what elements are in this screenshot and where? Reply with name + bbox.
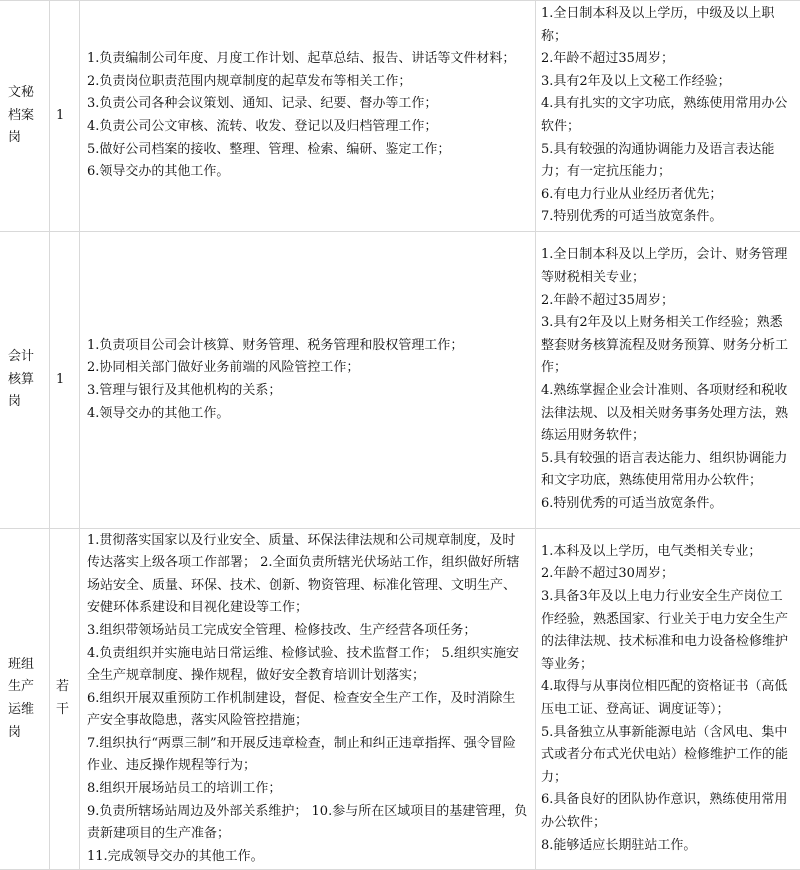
requirement-item: 5.具有较强的语言表达能力、组织协调能力和文字功底，熟练使用常用办公软件； [541, 450, 788, 489]
requirement-item: 3.具有2年及以上财务相关工作经验；熟悉整套财务核算流程及财务预算、财务分析工作； [541, 315, 789, 376]
duty-item: 1.贯彻落实国家以及行业安全、质量、环保法律法规和公司规章制度，及时传达落实上级各项工作部署； 2.全面负责所辖光伏场站工作，组织做好所辖场站安全、质量、环保、技术、创新、物资管理、标准化管理、文明生产、安健环体系建设和目视化建设等工作； [87, 532, 520, 616]
requirement-item: 4.取得与从事岗位相匹配的资格证书（高低压电工证、登高证、调度证等）； [541, 679, 788, 717]
requirement-item: 4.熟练掌握企业会计准则、各项财经和税收法律法规、以及相关财务事务处理方法，熟练运用财务软件； [541, 383, 789, 444]
headcount-line: 若 [56, 679, 70, 695]
duties-cell [80, 529, 536, 870]
table-row [0, 529, 800, 870]
requirements-cell [536, 1, 800, 232]
position-name-line: 岗 [8, 130, 22, 146]
duty-item: 6.领导交办的其他工作。 [87, 164, 230, 180]
position-name-cell [0, 1, 50, 232]
table-row [0, 232, 800, 529]
requirement-item: 2.年龄不超过35周岁； [541, 292, 674, 308]
duty-item: 2.协同相关部门做好业务前端的风险管控工作； [87, 360, 360, 376]
duty-item: 2.负责岗位职责范围内规章制度的起草发布等相关工作； [87, 73, 412, 89]
duty-item: 9.负责所辖场站周边及外部关系维护； 10.参与所在区域项目的基建管理，负责新建项目的生产准备； [87, 803, 528, 842]
position-name-line: 会计 [8, 349, 35, 365]
duty-item: 3.负责公司各种会议策划、通知、记录、纪要、督办等工作； [87, 96, 438, 112]
requirement-item: 3.具备3年及以上电力行业安全生产岗位工作经验，熟悉国家、行业关于电力安全生产的法律法规、技术标准和电力设备检修维护等业务； [541, 589, 789, 672]
duty-item: 7.组织执行“两票三制”和开展反违章检查，制止和纠正违章指挥、强令冒险作业、违反操作规程等行为； [87, 735, 516, 774]
duty-item: 11.完成领导交办的其他工作。 [87, 848, 264, 864]
position-name-line: 档案 [8, 107, 35, 123]
duty-item: 6.组织开展双重预防工作机制建设，督促、检查安全生产工作，及时消除生产安全事故隐患，落实风险管控措施； [87, 690, 516, 729]
requirement-item: 2.年龄不超过35周岁； [541, 51, 674, 67]
requirement-item: 4.具有扎实的文字功底，熟练使用常用办公软件； [541, 96, 788, 134]
position-name-line: 班组 [8, 656, 35, 672]
requirement-item: 1.本科及以上学历，电气类相关专业； [541, 543, 762, 559]
duty-item: 4.负责组织并实施电站日常运维、检修试验、技术监督工作； 5.组织实施安全生产规章制度、操作规程，做好安全教育培训计划落实； [87, 645, 519, 684]
headcount-cell [50, 529, 80, 870]
requirements-cell [536, 529, 800, 870]
requirement-item: 8.能够适应长期驻站工作。 [541, 837, 697, 853]
headcount-cell: 1 [50, 232, 80, 529]
requirement-item: 6.有电力行业从业经历者优先； [541, 186, 723, 202]
headcount-line: 干 [56, 702, 70, 717]
position-name-line: 生产 [8, 679, 35, 695]
duty-item: 3.组织带领场站员工完成安全管理、检修技改、生产经营各项任务； [87, 622, 477, 638]
duty-item: 1.负责编制公司年度、月度工作计划、起草总结、报告、讲话等文件材料； [87, 51, 516, 67]
duty-item: 4.领导交办的其他工作。 [87, 405, 230, 421]
position-name-line: 运维 [8, 702, 35, 717]
table-row [0, 1, 800, 232]
position-name-line: 核算 [8, 371, 35, 387]
position-name-line: 文秘 [8, 85, 35, 101]
requirement-item: 3.具有2年及以上文秘工作经验； [541, 73, 731, 89]
requirement-item: 1.全日制本科及以上学历，中级及以上职称； [541, 6, 775, 44]
duty-item: 8.组织开展场站员工的培训工作； [87, 781, 282, 797]
requirement-item: 5.具备独立从事新能源电站（含风电、集中式或者分布式光伏电站）检修维护工作的能力； [541, 724, 789, 785]
requirement-item: 6.特别优秀的可适当放宽条件。 [541, 495, 723, 511]
requirement-item: 2.年龄不超过30周岁； [541, 566, 674, 582]
position-name-cell [0, 232, 50, 529]
requirement-item: 6.具备良好的团队协作意识，熟练使用常用办公软件； [541, 792, 788, 830]
requirement-item: 7.特别优秀的可适当放宽条件。 [541, 209, 723, 225]
headcount-cell: 1 [50, 1, 80, 232]
duty-item: 1.负责项目公司会计核算、财务管理、税务管理和股权管理工作； [87, 337, 464, 353]
duty-item: 5.做好公司档案的接收、整理、管理、检索、编研、鉴定工作； [87, 141, 451, 157]
duty-item: 3.管理与银行及其他机构的关系； [87, 383, 282, 398]
requirement-item: 5.具有较强的沟通协调能力及语言表达能力；有一定抗压能力； [541, 141, 775, 180]
position-name-line: 岗 [8, 724, 22, 740]
requirements-cell [536, 232, 800, 529]
position-name-cell [0, 529, 50, 870]
requirement-item: 1.全日制本科及以上学历，会计、财务管理等财税相关专业； [541, 247, 788, 286]
duty-item: 4.负责公司公文审核、流转、收发、登记以及归档管理工作； [87, 119, 438, 134]
position-name-line: 岗 [8, 394, 22, 410]
duties-cell [80, 1, 536, 232]
duties-cell [80, 232, 536, 529]
